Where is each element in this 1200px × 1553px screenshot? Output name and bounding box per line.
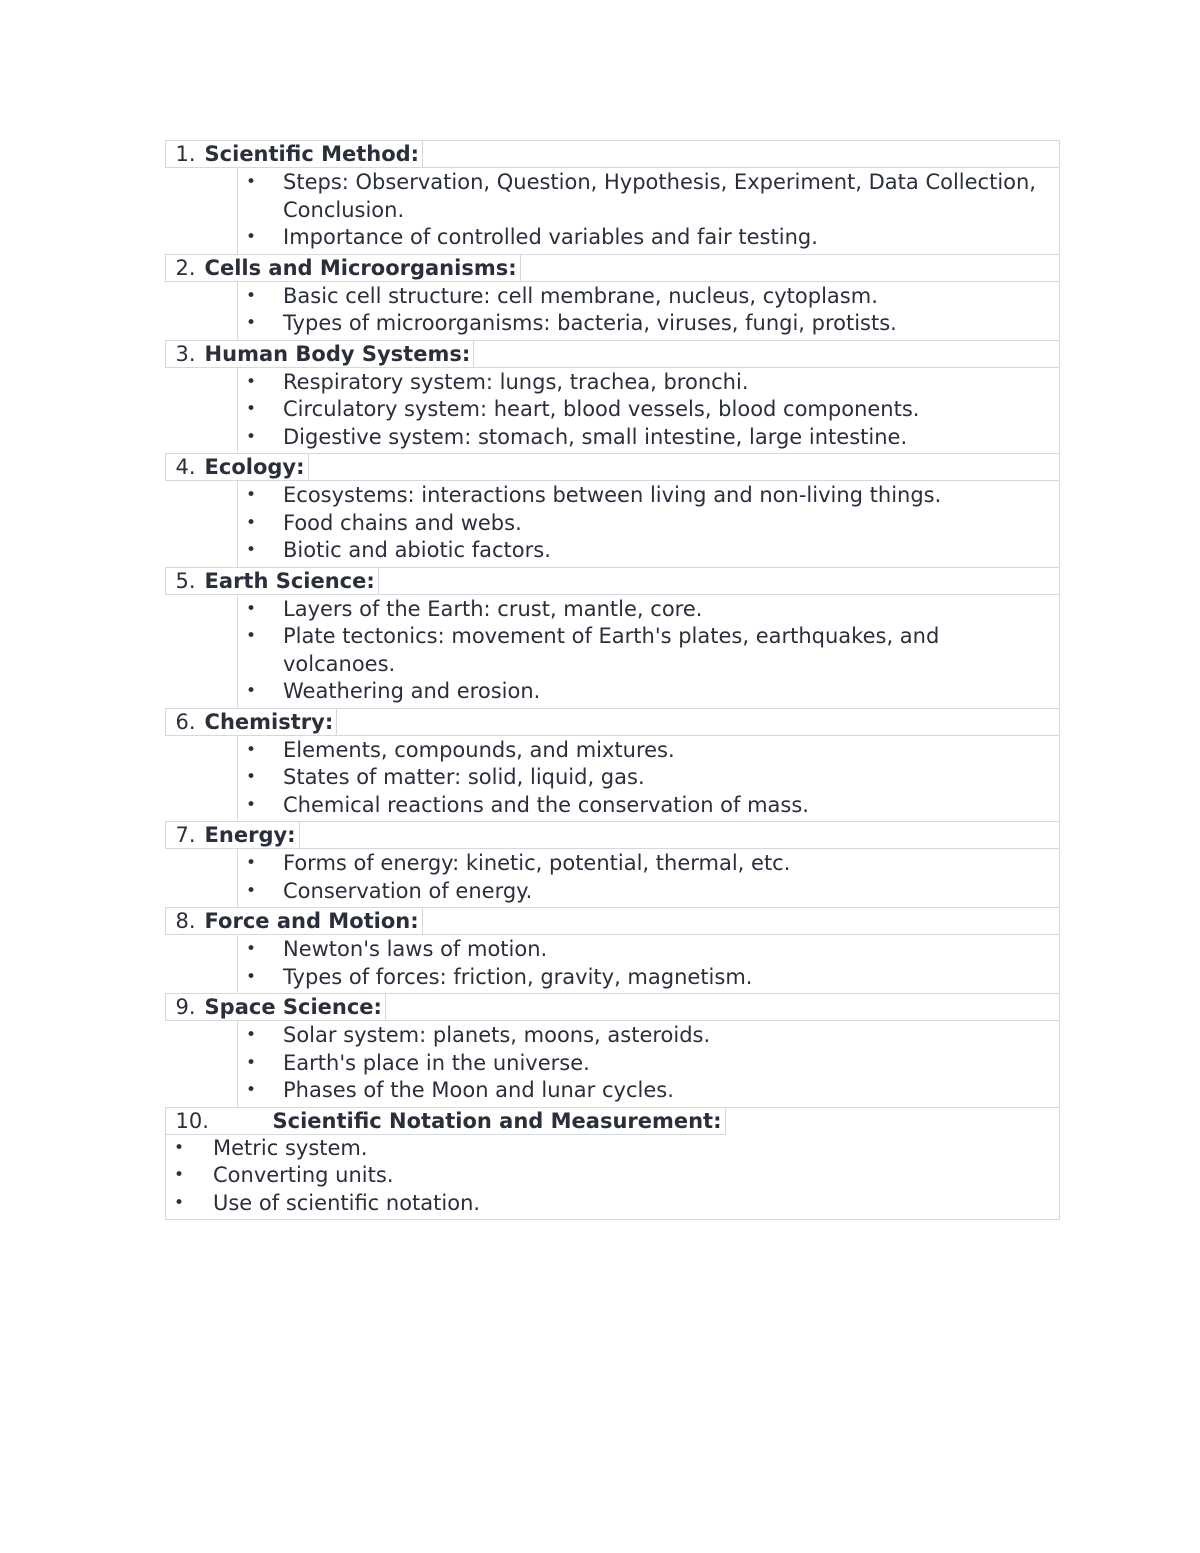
list-item xyxy=(238,1022,1059,1050)
bullet-icon: • xyxy=(246,1052,257,1073)
list-item xyxy=(238,537,1059,565)
list-item xyxy=(238,936,1059,964)
list-item-text: Elements, compounds, and mixtures. xyxy=(283,737,675,762)
list-item-text: Circulatory system: heart, blood vessels, blood components. xyxy=(283,397,920,421)
bullet-icon: • xyxy=(246,285,257,306)
section-heading xyxy=(165,821,1060,849)
list-item-text: Weathering and erosion. xyxy=(283,679,541,703)
bullet-icon: • xyxy=(246,880,257,901)
section-title: Space Science: xyxy=(204,995,382,1019)
section-items xyxy=(237,1021,1060,1108)
list-item-text: Phases of the Moon and lunar cycles. xyxy=(283,1078,674,1102)
list-item-text: Respiratory system: lungs, trachea, bronchi. xyxy=(283,369,749,394)
section-heading xyxy=(165,993,1060,1021)
section-items xyxy=(237,368,1060,455)
section-items xyxy=(237,168,1060,255)
list-item-text: Metric system. xyxy=(213,1135,368,1160)
section-heading-box xyxy=(165,567,379,595)
list-item-text: Steps: Observation, Question, Hypothesis, Experiment, Data Collection, Conclusion. xyxy=(283,170,1036,222)
list-item-text: Newton's laws of motion. xyxy=(283,937,548,961)
bullet-icon: • xyxy=(246,739,257,760)
list-item-text: States of matter: solid, liquid, gas. xyxy=(283,765,645,789)
section-number: 4. xyxy=(175,455,196,479)
bullet-icon: • xyxy=(246,426,257,447)
section-number: 6. xyxy=(175,709,196,734)
list-item-text: Plate tectonics: movement of Earth's plates, earthquakes, and volcanoes. xyxy=(283,624,940,676)
list-item xyxy=(238,283,1059,311)
bullet-icon: • xyxy=(246,626,257,646)
list-item xyxy=(238,850,1059,878)
section-heading-box xyxy=(165,708,338,736)
list-item xyxy=(238,1050,1059,1078)
section-heading xyxy=(165,907,1060,935)
section-items xyxy=(237,935,1060,994)
section-heading xyxy=(165,567,1060,595)
section-number: 2. xyxy=(175,255,196,280)
list-item-text: Conservation of energy. xyxy=(283,878,533,903)
section-heading xyxy=(165,340,1060,368)
section-heading-box xyxy=(165,907,423,935)
list-item-text: Importance of controlled variables and fair testing. xyxy=(283,225,818,249)
section-title: Scientific Method: xyxy=(204,142,420,166)
list-item-text: Types of microorganisms: bacteria, viruses, fungi, protists. xyxy=(283,311,897,335)
list-item xyxy=(238,678,1059,706)
bullet-icon: • xyxy=(246,172,257,192)
bullet-icon: • xyxy=(246,767,257,787)
list-item-text: Solar system: planets, moons, asteroids. xyxy=(283,1023,711,1047)
section-number: 10. xyxy=(175,1108,209,1133)
section-number: 8. xyxy=(175,909,196,933)
section-heading xyxy=(165,1107,1060,1135)
bullet-icon: • xyxy=(246,966,257,987)
section-title: Ecology: xyxy=(204,455,305,479)
list-item-text: Use of scientific notation. xyxy=(213,1190,481,1215)
section-heading-box xyxy=(165,254,521,282)
bullet-icon: • xyxy=(246,939,257,959)
section-title: Force and Motion: xyxy=(204,909,419,933)
list-item xyxy=(238,764,1059,792)
list-item-text: Food chains and webs. xyxy=(283,510,522,535)
list-item xyxy=(238,424,1059,452)
section-heading-box xyxy=(165,340,475,368)
list-item xyxy=(238,396,1059,424)
list-item xyxy=(238,482,1059,510)
section-heading xyxy=(165,453,1060,481)
section-title: Scientific Notation and Measurement: xyxy=(272,1108,722,1133)
section-title: Cells and Microorganisms: xyxy=(204,255,517,280)
section-heading-box xyxy=(165,140,424,168)
bullet-icon: • xyxy=(246,1080,257,1100)
section-heading-box xyxy=(165,993,386,1021)
list-item-text: Earth's place in the universe. xyxy=(283,1050,590,1075)
bullet-icon: • xyxy=(246,681,257,701)
section-items xyxy=(237,736,1060,823)
list-item xyxy=(238,169,1059,224)
section-number: 5. xyxy=(175,568,196,593)
list-item xyxy=(238,596,1059,624)
topic-outline xyxy=(165,141,1060,1220)
list-item xyxy=(238,510,1059,538)
section-items xyxy=(237,282,1060,341)
bullet-icon: • xyxy=(246,853,257,873)
list-item-text: Forms of energy: kinetic, potential, thermal, etc. xyxy=(283,851,791,875)
section-number: 3. xyxy=(175,341,196,366)
list-item xyxy=(166,1135,1059,1163)
list-item-text: Basic cell structure: cell membrane, nucleus, cytoplasm. xyxy=(283,283,878,308)
list-item-text: Ecosystems: interactions between living and non-living things. xyxy=(283,483,942,507)
section-title: Earth Science: xyxy=(204,568,375,593)
list-item xyxy=(166,1190,1059,1218)
list-item xyxy=(238,224,1059,252)
list-item xyxy=(238,878,1059,906)
bullet-icon: • xyxy=(174,1165,185,1185)
bullet-icon: • xyxy=(246,485,257,505)
bullet-icon: • xyxy=(246,313,257,333)
section-number: 7. xyxy=(175,823,196,847)
list-item xyxy=(166,1162,1059,1190)
bullet-icon: • xyxy=(174,1192,185,1213)
section-items xyxy=(165,1134,1060,1221)
list-item xyxy=(238,964,1059,992)
section-heading xyxy=(165,254,1060,282)
list-item-text: Converting units. xyxy=(213,1163,394,1187)
bullet-icon: • xyxy=(246,399,257,419)
list-item-text: Layers of the Earth: crust, mantle, core. xyxy=(283,596,703,621)
list-item xyxy=(238,623,1059,678)
bullet-icon: • xyxy=(246,371,257,392)
bullet-icon: • xyxy=(246,1025,257,1045)
list-item xyxy=(238,369,1059,397)
list-item xyxy=(238,310,1059,338)
section-heading-box xyxy=(165,453,309,481)
section-heading-box xyxy=(165,821,300,849)
bullet-icon: • xyxy=(246,512,257,533)
section-number: 9. xyxy=(175,995,196,1019)
section-items xyxy=(237,595,1060,709)
section-title: Chemistry: xyxy=(204,709,334,734)
section-heading-box xyxy=(165,1107,726,1135)
list-item-text: Biotic and abiotic factors. xyxy=(283,538,551,562)
section-title: Energy: xyxy=(204,823,296,847)
bullet-icon: • xyxy=(246,540,257,560)
bullet-icon: • xyxy=(246,598,257,619)
section-title: Human Body Systems: xyxy=(204,341,471,366)
section-heading xyxy=(165,140,1060,168)
bullet-icon: • xyxy=(174,1137,185,1158)
list-item-text: Types of forces: friction, gravity, magnetism. xyxy=(283,964,753,989)
list-item-text: Chemical reactions and the conservation of mass. xyxy=(283,792,809,817)
section-number: 1. xyxy=(175,142,196,166)
bullet-icon: • xyxy=(246,227,257,247)
bullet-icon: • xyxy=(246,794,257,815)
section-items xyxy=(237,849,1060,908)
list-item xyxy=(238,1077,1059,1105)
list-item xyxy=(238,737,1059,765)
section-items xyxy=(237,481,1060,568)
section-heading xyxy=(165,708,1060,736)
list-item xyxy=(238,792,1059,820)
list-item-text: Digestive system: stomach, small intestine, large intestine. xyxy=(283,424,908,449)
